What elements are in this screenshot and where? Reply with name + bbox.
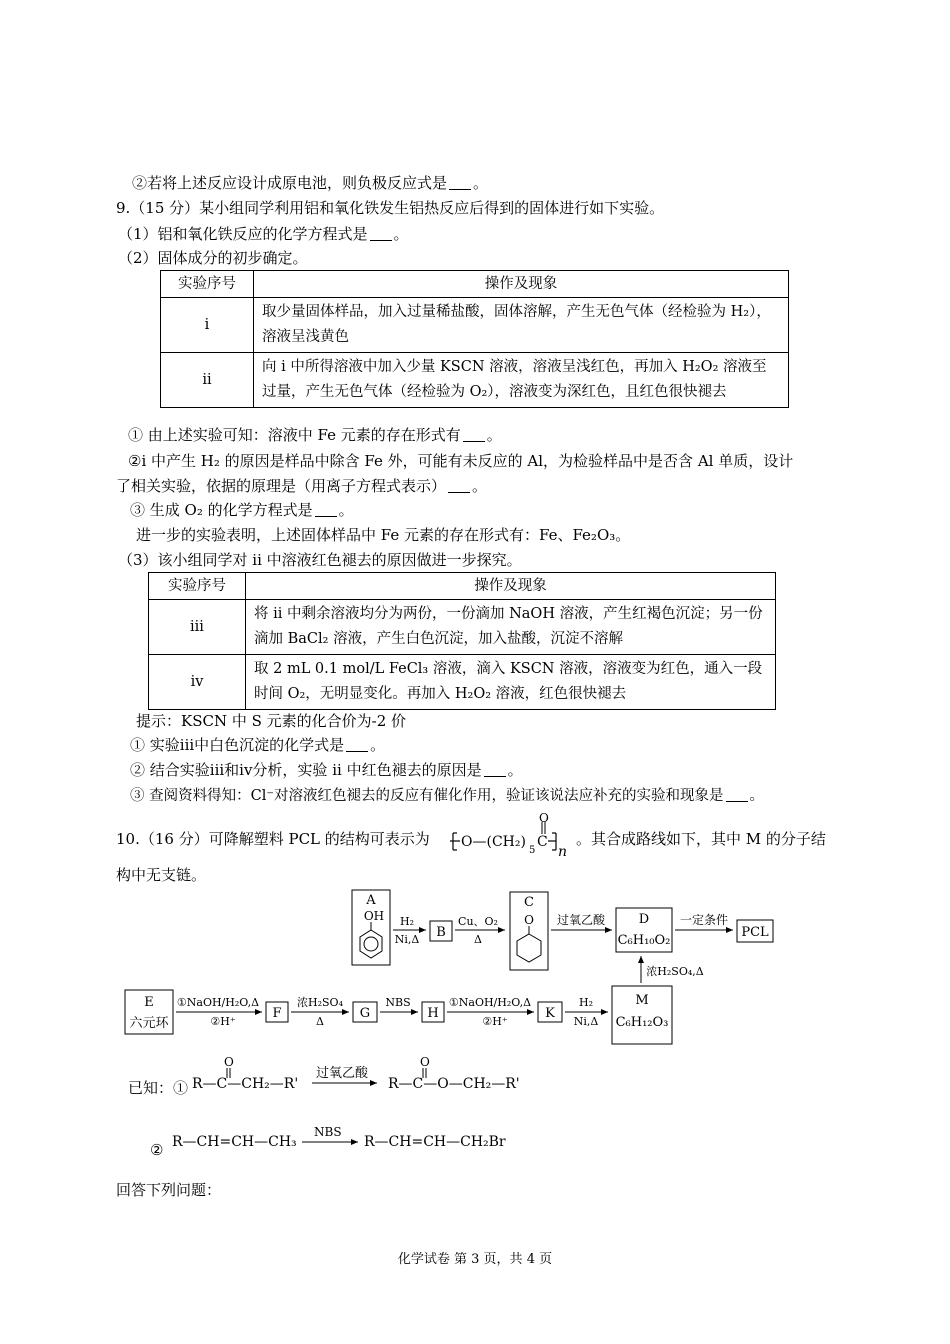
experiment-number: iii bbox=[149, 600, 246, 655]
compound-b-label: B bbox=[436, 925, 446, 940]
table-row bbox=[161, 298, 789, 353]
pcl-label: PCL bbox=[741, 925, 769, 940]
answer-blank bbox=[370, 226, 392, 241]
q9-2-3-end: 。 bbox=[338, 501, 354, 519]
pcl-subscript-5: 5 bbox=[529, 845, 536, 856]
compound-a-oh: OH bbox=[363, 909, 385, 923]
answer-blank bbox=[726, 787, 748, 802]
q9-2-2b bbox=[116, 476, 487, 496]
answer-blank bbox=[484, 762, 506, 777]
arrow-f-g-condition: Δ bbox=[316, 1015, 324, 1028]
arrow-c-d-reagent: 过氧乙酸 bbox=[556, 913, 606, 927]
q9-2-1-text: ① 由上述实验可知：溶液中 Fe 元素的存在形式有 bbox=[128, 426, 461, 444]
q9-2-3 bbox=[130, 500, 354, 520]
experiment-text: 向 i 中所得溶液中加入少量 KSCN 溶液，溶液呈浅红色，再加入 H₂O₂ 溶液至过量，产生无色气体（经检验为 O₂），溶液变为深红色，且红色很快褪去 bbox=[262, 359, 767, 400]
reaction-1-reactant: R—C—CH₂—R' bbox=[192, 1076, 299, 1092]
compound-e-subtitle: 六元环 bbox=[129, 1016, 169, 1031]
experiment-text: 将 ii 中剩余溶液均分为两份，一份滴加 NaOH 溶液，产生红褐色沉淀；另一份滴加 BaCl₂ 溶液，产生白色沉淀，加入盐酸，沉淀不溶解 bbox=[254, 606, 763, 647]
q10-line-a-end: 。其合成路线如下，其中 M 的分子结 bbox=[576, 830, 826, 848]
q9-3-1-end: 。 bbox=[370, 736, 386, 754]
experiment-description bbox=[254, 353, 789, 408]
known-2-label: ② bbox=[150, 1141, 164, 1159]
q10-line-b: 构中无支链。 bbox=[116, 866, 207, 884]
reaction-1-oxygen-product: O bbox=[420, 1055, 430, 1069]
arrow-e-f-reagent: ①NaOH/H₂O,Δ bbox=[176, 996, 260, 1009]
table-header-cell: 实验序号 bbox=[161, 271, 254, 298]
experiment-text: 取 2 mL 0.1 mol/L FeCl₃ 溶液，滴入 KSCN 溶液，溶液变为红色，通入一段时间 O₂，无明显变化。再加入 H₂O₂ 溶液，红色很快褪去 bbox=[254, 661, 763, 702]
q8-2-text: ②若将上述反应设计成原电池，则负极反应式是 bbox=[132, 174, 448, 192]
arrow-h-k-reagent: ①NaOH/H₂O,Δ bbox=[448, 996, 532, 1009]
arrow-a-b-reagent: H₂ bbox=[399, 915, 415, 928]
compound-c-oxygen: O bbox=[524, 913, 534, 927]
synthesis-scheme bbox=[0, 880, 950, 1050]
q10-text-a: 10.（16 分）可降解塑料 PCL 的结构可表示为 bbox=[116, 830, 430, 848]
answer-blank bbox=[448, 478, 470, 493]
compound-d-label: D bbox=[638, 912, 650, 927]
reaction-1-product: R—C—O—CH₂—R' bbox=[388, 1076, 520, 1092]
experiment-text: 取少量固体样品，加入过量稀盐酸，固体溶解，产生无色气体（经检验为 H₂），溶液呈浅黄色 bbox=[262, 304, 771, 345]
reaction-2-reactant: R—CH=CH—CH₃ bbox=[172, 1134, 297, 1150]
answer-blank bbox=[346, 737, 368, 752]
q9-3-hint: 提示：KSCN 中 S 元素的化合价为-2 价 bbox=[136, 712, 407, 730]
q9-3-2-text: ② 结合实验iii和iv分析，实验 ii 中红色褪去的原因是 bbox=[130, 761, 482, 779]
q8-2-line bbox=[132, 173, 488, 193]
compound-c-label: C bbox=[524, 895, 534, 910]
arrow-d-pcl-condition: 一定条件 bbox=[679, 913, 729, 927]
pcl-structure-formula bbox=[448, 812, 576, 860]
compound-e-label: E bbox=[144, 995, 154, 1010]
compound-f-label: F bbox=[272, 1006, 282, 1021]
q9-part2: （2）固体成分的初步确定。 bbox=[118, 249, 308, 267]
arrow-g-h-reagent: NBS bbox=[385, 996, 411, 1009]
cyclohexanone-ring-icon bbox=[517, 934, 541, 962]
arrow-k-m-condition: Ni,Δ bbox=[573, 1015, 599, 1028]
experiment-table-2 bbox=[148, 572, 776, 710]
table-header-row bbox=[149, 573, 776, 600]
reaction-1-reagent: 过氧乙酸 bbox=[316, 1066, 369, 1081]
arrow-b-c-reagent: Cu、O₂ bbox=[458, 915, 498, 928]
q9-2-2a: ②i 中产生 H₂ 的原因是样品中除含 Fe 外，可能有未反应的 Al，为检验样品中是否含 Al 单质，设计 bbox=[128, 452, 794, 470]
q9-3-2-end: 。 bbox=[507, 761, 523, 779]
q9-part1-end: 。 bbox=[393, 225, 409, 243]
q9-3-1 bbox=[130, 735, 385, 755]
arrow-k-m-reagent: H₂ bbox=[578, 996, 594, 1009]
reaction-2-reagent: NBS bbox=[314, 1125, 342, 1139]
compound-h-label: H bbox=[427, 1006, 439, 1021]
q9-2-note: 进一步的实验表明，上述固体样品中 Fe 元素的存在形式有：Fe、Fe₂O₃。 bbox=[136, 526, 631, 544]
q9-part1-text: （1）铝和氧化铁反应的化学方程式是 bbox=[118, 225, 368, 243]
compound-m-formula: C₆H₁₂O₃ bbox=[615, 1015, 669, 1030]
arrow-a-b-condition: Ni,Δ bbox=[394, 933, 420, 946]
q9-part3: （3）该小组同学对 ii 中溶液红色褪去的原因做进一步探究。 bbox=[118, 551, 522, 569]
q8-2-end: 。 bbox=[473, 174, 489, 192]
experiment-number: iv bbox=[149, 655, 246, 710]
q9-title: 9.（15 分）某小组同学利用铝和氧化铁发生铝热反应后得到的固体进行如下实验。 bbox=[116, 199, 665, 217]
q9-3-3-end: 。 bbox=[749, 788, 764, 804]
q9-2-1 bbox=[128, 425, 502, 445]
answer-blank bbox=[315, 502, 337, 517]
experiment-number: ii bbox=[161, 353, 254, 408]
compound-d-formula: C₆H₁₀O₂ bbox=[617, 933, 671, 948]
reaction-1-oxygen-reactant: O bbox=[224, 1055, 234, 1069]
answer-blank bbox=[449, 175, 471, 190]
answer-blank bbox=[463, 427, 485, 442]
experiment-number: i bbox=[161, 298, 254, 353]
q9-3-3-text: ③ 查阅资料得知：Cl⁻对溶液红色褪去的反应有催化作用，验证该说法应补充的实验和现象是 bbox=[130, 788, 724, 804]
q9-2-2b-end: 。 bbox=[472, 477, 488, 495]
q9-part1 bbox=[118, 224, 409, 244]
known-label: 已知：① bbox=[128, 1079, 189, 1097]
answer-prompt: 回答下列问题： bbox=[116, 1181, 222, 1199]
reaction-2-product: R—CH=CH—CH₂Br bbox=[364, 1134, 506, 1150]
q9-3-2 bbox=[130, 760, 523, 780]
compound-a-label: A bbox=[366, 893, 376, 908]
q9-2-1-end: 。 bbox=[486, 426, 502, 444]
arrow-f-g-reagent: 浓H₂SO₄ bbox=[297, 996, 343, 1009]
q10-line-a bbox=[116, 829, 430, 849]
arrow-b-c-condition: Δ bbox=[474, 933, 482, 946]
known-reaction-2 bbox=[172, 1120, 532, 1160]
experiment-description bbox=[254, 298, 789, 353]
table-header-row bbox=[161, 271, 789, 298]
known-reaction-1 bbox=[192, 1050, 532, 1100]
q9-3-1-text: ① 实验iii中白色沉淀的化学式是 bbox=[130, 736, 345, 754]
experiment-description bbox=[246, 655, 776, 710]
compound-k-label: K bbox=[545, 1006, 555, 1021]
q9-3-3 bbox=[130, 786, 764, 806]
pcl-carbonyl-c: C bbox=[537, 834, 548, 850]
pcl-subscript-n: n bbox=[558, 844, 568, 860]
arrow-h-k-condition: ②H⁺ bbox=[482, 1015, 508, 1028]
experiment-table-1 bbox=[160, 270, 789, 408]
table-row bbox=[161, 353, 789, 408]
table-header-cell: 实验序号 bbox=[149, 573, 246, 600]
compound-m-label: M bbox=[635, 993, 649, 1008]
table-header-cell: 操作及现象 bbox=[246, 573, 776, 600]
table-row bbox=[149, 600, 776, 655]
page-footer: 化学试卷 第 3 页，共 4 页 bbox=[397, 1252, 553, 1267]
compound-g-label: G bbox=[359, 1006, 371, 1021]
pcl-repeat-unit: O—(CH₂) bbox=[461, 834, 526, 850]
table-row bbox=[149, 655, 776, 710]
pcl-carbonyl-o: O bbox=[539, 811, 549, 825]
arrow-e-f-condition: ②H⁺ bbox=[210, 1015, 236, 1028]
experiment-description bbox=[246, 600, 776, 655]
q9-2-2b-text: 了相关实验，依据的原理是（用离子方程式表示） bbox=[116, 477, 447, 495]
benzene-ring-icon bbox=[360, 930, 382, 958]
arrow-m-d-condition: 浓H₂SO₄,Δ bbox=[646, 965, 704, 978]
table-header-cell: 操作及现象 bbox=[254, 271, 789, 298]
q9-2-3-text: ③ 生成 O₂ 的化学方程式是 bbox=[130, 501, 313, 519]
